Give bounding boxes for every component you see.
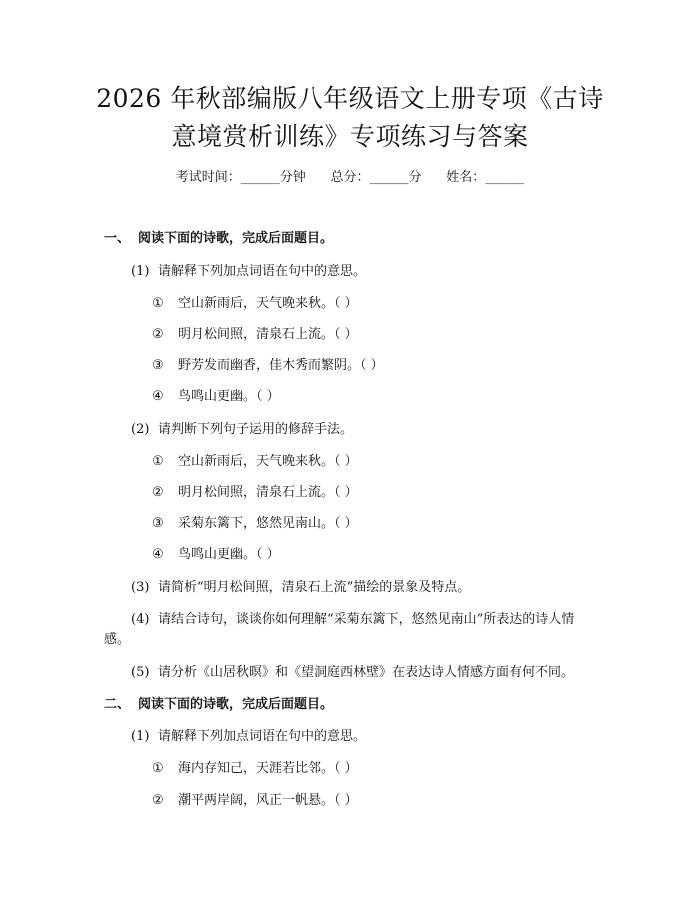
question-text: 请判断下列句子运用的修辞手法。 [158,422,354,437]
item-text: 鸟鸣山更幽。（ ） [178,547,280,562]
item-text: 明月松间照，清泉石上流。（ ） [178,327,358,342]
item-marker: ② [152,793,164,808]
question-number: (2) [131,422,150,437]
section-heading-text: 阅读下面的诗歌，完成后面题目。 [138,697,334,712]
list-item [152,356,384,376]
document-title-line-2: 意境赏析训练》专项练习与答案 [171,122,529,151]
section-heading [104,695,333,715]
question-text: 请解释下列加点词语在句中的意思。 [158,264,367,279]
list-item [152,545,280,565]
item-marker: ④ [152,389,164,404]
question-text: 请简析“明月松间照，清泉石上流”描绘的景象及特点。 [158,580,471,595]
question-number: (4) [131,612,150,627]
item-marker: ① [152,296,164,311]
question-number: (1) [131,729,150,744]
question [131,663,574,683]
item-text: 鸟鸣山更幽。（ ） [178,389,280,404]
question-text: 请结合诗句，谈谈你如何理解“采菊东篱下，悠然见南山”所表达的诗人情感。 [104,612,575,647]
item-text: 明月松间照，清泉石上流。（ ） [178,485,358,500]
section-number: 一、 [104,231,131,246]
list-item [152,325,358,345]
item-marker: ① [152,454,164,469]
item-text: 潮平两岸阔，风正一帆悬。（ ） [178,793,358,808]
question-number: (5) [131,665,150,680]
list-item [152,387,280,407]
item-marker: ④ [152,547,164,562]
item-text: 空山新雨后，天气晚来秋。（ ） [178,454,358,469]
question-number: (3) [131,580,150,595]
question [131,727,366,747]
question-text: 请解释下列加点词语在句中的意思。 [158,729,367,744]
list-item [152,294,358,314]
item-marker: ① [152,761,164,776]
section-heading [104,229,333,249]
list-item [152,791,358,811]
section-number: 二、 [104,697,131,712]
question [131,420,353,440]
item-marker: ② [152,327,164,342]
question [104,610,600,650]
item-text: 野芳发而幽香，佳木秀而繁阴。（ ） [178,358,384,373]
question-number: (1) [131,264,150,279]
question [131,262,366,282]
section-heading-text: 阅读下面的诗歌，完成后面题目。 [138,231,334,246]
item-marker: ③ [152,516,164,531]
question [131,578,470,598]
item-text: 采菊东篱下，悠然见南山。（ ） [178,516,358,531]
item-text: 空山新雨后，天气晚来秋。（ ） [178,296,358,311]
document-title-line-1: 2026 年秋部编版八年级语文上册专项《古诗 [96,84,604,113]
exam-info: 考试时间：______分钟 总分：______分 姓名：______ [175,170,525,185]
item-marker: ② [152,485,164,500]
list-item [152,483,358,503]
item-marker: ③ [152,358,164,373]
list-item [152,452,358,472]
list-item [152,514,358,534]
item-text: 海内存知己，天涯若比邻。（ ） [178,761,358,776]
question-text: 请分析《山居秋暝》和《望洞庭西林壁》在表达诗人情感方面有何不同。 [158,665,575,680]
list-item [152,759,358,779]
